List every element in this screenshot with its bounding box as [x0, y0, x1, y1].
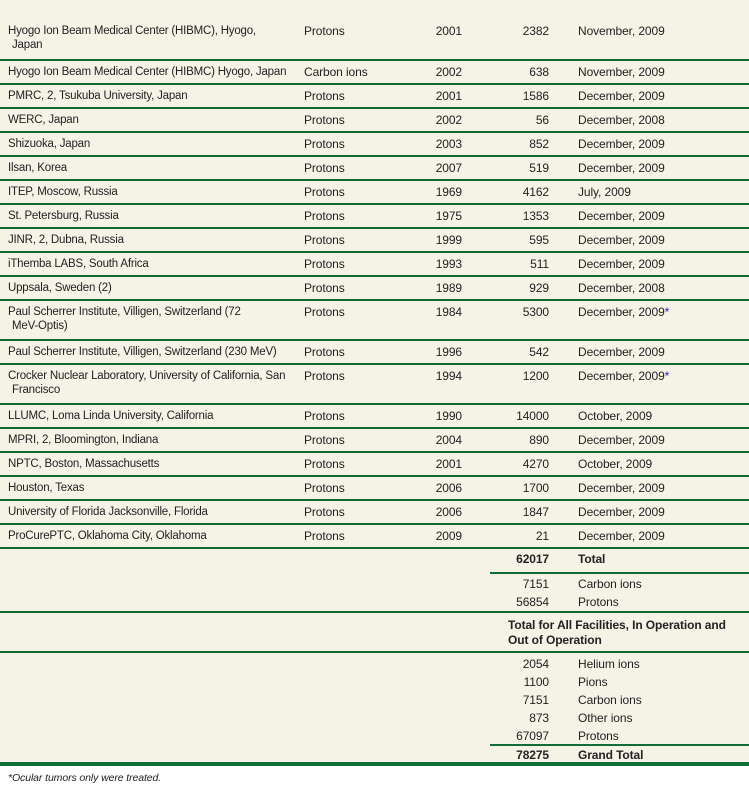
table-row	[0, 181, 749, 205]
particle-cell: Carbon ions	[304, 65, 368, 79]
date-cell: July, 2009	[578, 185, 631, 199]
breakdown-row: 2054 Helium ions	[522, 657, 640, 671]
particle-cell: Protons	[304, 185, 345, 199]
year-cell: 2004	[435, 433, 462, 447]
patients-cell: 852	[529, 137, 549, 151]
particle-cell: Protons	[304, 305, 345, 319]
all-facilities-heading: Total for All Facilities, In Operation and Out of Operation	[0, 613, 749, 653]
patients-cell: 1200	[522, 369, 549, 383]
particle-cell: Protons	[304, 24, 345, 38]
patients-cell: 4162	[522, 185, 549, 199]
year-cell: 1999	[435, 233, 462, 247]
year-cell: 1975	[435, 209, 462, 223]
particle-cell: Protons	[304, 257, 345, 271]
breakdown-row: 1100 Pions	[523, 675, 608, 689]
date-cell: November, 2009	[578, 65, 665, 79]
facility-cell: Shizuoka, Japan	[8, 138, 91, 150]
patients-cell: 1353	[522, 209, 549, 223]
table-row	[0, 157, 749, 181]
date-cell: December, 2008	[578, 281, 665, 295]
in-operation-subtotals	[0, 574, 749, 613]
facility-cell: JINR, 2, Dubna, Russia	[8, 234, 124, 246]
patients-cell: 1700	[522, 481, 549, 495]
year-cell: 1994	[435, 369, 462, 383]
facility-cell: NPTC, Boston, Massachusetts	[8, 458, 160, 470]
patients-cell: 890	[529, 433, 549, 447]
footnote-flag: *	[664, 305, 670, 319]
particle-cell: Protons	[304, 433, 345, 447]
facility-cell: ProCurePTC, Oklahoma City, Oklahoma	[8, 530, 207, 542]
facility-cell: St. Petersburg, Russia	[8, 210, 119, 222]
subtotal-row: 56854 Protons	[516, 595, 619, 609]
year-cell: 2001	[435, 24, 462, 38]
breakdown-row: 67097 Protons	[516, 729, 619, 743]
date-cell: December, 2009	[578, 209, 665, 223]
particle-cell: Protons	[304, 233, 345, 247]
date-cell: December, 2009	[578, 433, 665, 447]
all-facilities-breakdown	[0, 653, 749, 744]
particle-cell: Protons	[304, 505, 345, 519]
date-cell: December, 2009	[578, 233, 665, 247]
year-cell: 2006	[435, 481, 462, 495]
date-cell: December, 2009	[578, 257, 665, 271]
in-operation-total-row	[0, 549, 749, 572]
year-cell: 1996	[435, 345, 462, 359]
patients-cell: 542	[529, 345, 549, 359]
year-cell: 1989	[435, 281, 462, 295]
table-row	[0, 301, 749, 341]
patients-cell: 511	[530, 257, 549, 271]
year-cell: 1969	[435, 185, 462, 199]
table-row	[0, 429, 749, 453]
facility-cell: Hyogo Ion Beam Medical Center (HIBMC), Hyogo, Japan	[8, 25, 256, 51]
year-cell: 2009	[435, 529, 462, 543]
particle-cell: Protons	[304, 89, 345, 103]
particle-cell: Protons	[304, 137, 345, 151]
table-row	[0, 477, 749, 501]
facility-cell: WERC, Japan	[8, 114, 79, 126]
patients-cell: 56	[535, 113, 549, 127]
facility-cell: ITEP, Moscow, Russia	[8, 186, 118, 198]
table-row	[0, 61, 749, 85]
date-cell: December, 2009*	[578, 305, 670, 319]
year-cell: 1993	[435, 257, 462, 271]
year-cell: 2001	[435, 89, 462, 103]
particle-cell: Protons	[304, 281, 345, 295]
table-row	[0, 109, 749, 133]
patients-cell: 929	[529, 281, 549, 295]
particle-cell: Protons	[304, 369, 345, 383]
year-cell: 2006	[435, 505, 462, 519]
particle-cell: Protons	[304, 457, 345, 471]
table-row	[0, 229, 749, 253]
facility-cell: PMRC, 2, Tsukuba University, Japan	[8, 90, 188, 102]
table-row	[0, 253, 749, 277]
date-cell: November, 2009	[578, 24, 665, 38]
table-row	[0, 85, 749, 109]
patients-cell: 2382	[522, 24, 549, 38]
facility-cell: MPRI, 2, Bloomington, Indiana	[8, 434, 159, 446]
grand-total-row	[0, 746, 749, 767]
particle-cell: Protons	[304, 113, 345, 127]
total-label: Total	[578, 552, 606, 566]
facility-cell: University of Florida Jacksonville, Florida	[8, 506, 208, 518]
particle-cell: Protons	[304, 209, 345, 223]
particle-cell: Protons	[304, 161, 345, 175]
table-row	[0, 277, 749, 301]
particle-cell: Protons	[304, 481, 345, 495]
patients-cell: 21	[535, 529, 549, 543]
year-cell: 2002	[435, 113, 462, 127]
year-cell: 2007	[435, 161, 462, 175]
facility-cell: Paul Scherrer Institute, Villigen, Switzerland (230 MeV)	[8, 346, 277, 358]
facility-cell: Ilsan, Korea	[8, 162, 67, 174]
patients-cell: 519	[529, 161, 549, 175]
facility-cell: Uppsala, Sweden (2)	[8, 282, 112, 294]
table-row	[0, 501, 749, 525]
table-row	[0, 453, 749, 477]
facility-cell: Paul Scherrer Institute, Villigen, Switzerland (72 MeV-Optis)	[8, 306, 241, 332]
grand-total-value: 78275	[516, 748, 549, 762]
year-cell: 2002	[435, 65, 462, 79]
date-cell: December, 2009	[578, 89, 665, 103]
year-cell: 1990	[435, 409, 462, 423]
date-cell: December, 2009	[578, 505, 665, 519]
date-cell: December, 2009	[578, 481, 665, 495]
table-footnote: *Ocular tumors only were treated.	[0, 771, 749, 785]
table-row	[0, 365, 749, 405]
facility-cell: iThemba LABS, South Africa	[8, 258, 149, 270]
facility-cell: LLUMC, Loma Linda University, California	[8, 410, 214, 422]
breakdown-row: 873 Other ions	[529, 711, 633, 725]
facility-cell: Crocker Nuclear Laboratory, University of California, San Francisco	[8, 370, 286, 396]
year-cell: 2003	[435, 137, 462, 151]
total-value: 62017	[516, 552, 549, 566]
patients-cell: 1586	[522, 89, 549, 103]
patients-cell: 5300	[522, 305, 549, 319]
particle-cell: Protons	[304, 345, 345, 359]
table-row	[0, 341, 749, 365]
date-cell: October, 2009	[578, 409, 653, 423]
date-cell: December, 2009	[578, 137, 665, 151]
patients-cell: 14000	[516, 409, 549, 423]
facility-cell: Hyogo Ion Beam Medical Center (HIBMC) Hyogo, Japan	[8, 66, 287, 78]
table-row	[0, 525, 749, 549]
patients-cell: 4270	[522, 457, 549, 471]
table-row	[0, 133, 749, 157]
date-cell: December, 2009	[578, 345, 665, 359]
patients-cell: 638	[529, 65, 549, 79]
table-row	[0, 205, 749, 229]
date-cell: December, 2009*	[578, 369, 670, 383]
date-cell: December, 2009	[578, 161, 665, 175]
patients-cell: 1847	[522, 505, 549, 519]
year-cell: 1984	[435, 305, 462, 319]
table-row	[0, 20, 749, 61]
breakdown-row: 7151 Carbon ions	[522, 693, 642, 707]
date-cell: October, 2009	[578, 457, 653, 471]
table-row	[0, 405, 749, 429]
particle-cell: Protons	[304, 409, 345, 423]
particle-cell: Protons	[304, 529, 345, 543]
footnote-flag: *	[664, 369, 670, 383]
date-cell: December, 2008	[578, 113, 665, 127]
date-cell: December, 2009	[578, 529, 665, 543]
grand-total-label: Grand Total	[578, 748, 644, 762]
year-cell: 2001	[435, 457, 462, 471]
facility-cell: Houston, Texas	[8, 482, 85, 494]
subtotal-row: 7151 Carbon ions	[522, 577, 642, 591]
patients-cell: 595	[529, 233, 549, 247]
